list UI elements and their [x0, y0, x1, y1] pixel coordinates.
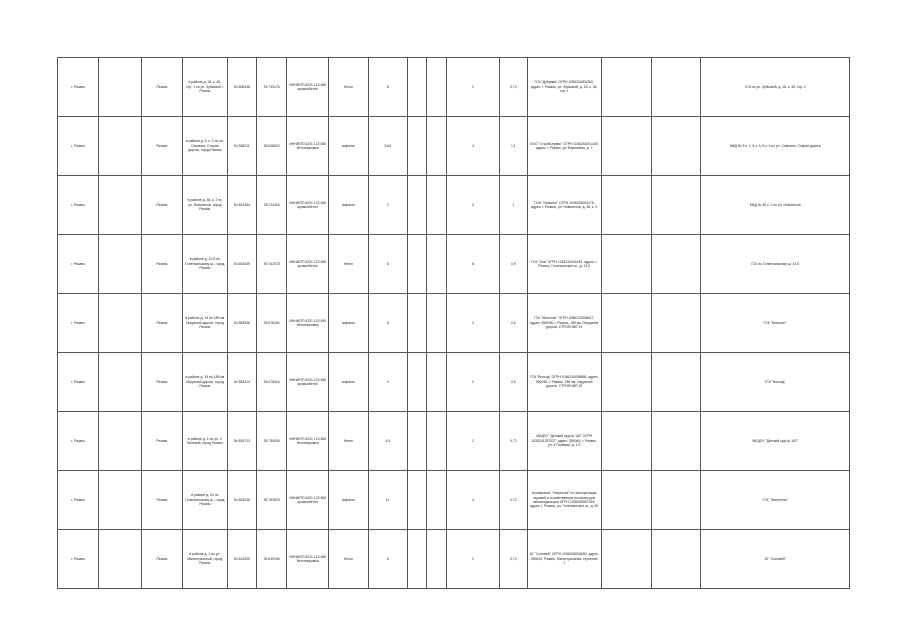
cell-address: в районе д. 5, к. 1 по ул. Семчино, Старая дорога, город Рязань	[183, 117, 228, 176]
cell-empty-c	[426, 176, 446, 235]
cell-owner: ООО "СтройСервис" ОГРН 1106234001449, адрес: г. Рязань, ул. Березовая, д. 7	[527, 117, 601, 176]
cell-latitude: 54.608438	[227, 58, 257, 117]
cell-containers: 2	[447, 530, 500, 589]
cell-area: 2	[368, 176, 407, 235]
cell-owner: ГСК "Монолит" ОГРН 1056234008647, адрес: 390035, г. Рязань, 189 км. Окружной дороги, СТРОЕНИЕ 14	[527, 294, 601, 353]
cell-area: 6	[368, 530, 407, 589]
cell-city: Рязань	[141, 58, 182, 117]
cell-empty-d	[601, 530, 651, 589]
cell-locality: г. Рязань	[58, 117, 99, 176]
cell-empty-e	[651, 235, 701, 294]
cell-registry: ИНН/КПП 6231 123 456 кромкобетон	[286, 235, 328, 294]
cell-surface: бетон	[329, 530, 368, 589]
cell-volume: 1	[500, 176, 528, 235]
cell-locality: г. Рязань	[58, 58, 99, 117]
cell-latitude: 54.613209	[227, 530, 257, 589]
cell-source: МБДОУ "Детский сад № 162"	[701, 412, 850, 471]
cell-latitude: 54.583938	[227, 294, 257, 353]
cell-empty-c	[426, 117, 446, 176]
cell-empty-e	[651, 353, 701, 412]
cell-volume: 0,72	[500, 58, 528, 117]
cell-owner: АГ "Соловей" ОГРН 1036208000650, адрес: 390044, Рязань, Магистральная, строение 1	[527, 530, 601, 589]
cell-empty-b	[407, 58, 426, 117]
cell-empty-c	[426, 471, 446, 530]
cell-registry: ИНН/КПП 6231 123 456 бетонокромка	[286, 117, 328, 176]
cell-address: в районе д. 1 по ул. 4 Полевой, город Рязань	[183, 412, 228, 471]
cell-area: 6	[368, 235, 407, 294]
cell-city: Рязань	[141, 176, 182, 235]
cell-empty-a	[99, 58, 141, 117]
cell-address: в районе д. 36, к. 2 по ул. Новоселов, город Рязань	[183, 176, 228, 235]
cell-locality: г. Рязань	[58, 176, 99, 235]
table-row	[58, 58, 850, 117]
cell-owner: ГСК "Дубрава" ОГРН 1096234004260, адрес: г. Рязань, ул. Зубковой, д. 18, к. 45, стр. 1	[527, 58, 601, 117]
cell-city: Рязань	[141, 117, 182, 176]
cell-source: ГСК "Восход"	[701, 353, 850, 412]
cell-owner: ТСЖ "Новосел" ОГРН 1096234004176, адрес: г. Рязань, ул. Новоселов, д. 36, к. 2	[527, 176, 601, 235]
cell-registry: ИНН/КПП 6231 123 456 кромкобетон	[286, 471, 328, 530]
cell-surface: асфальт	[329, 471, 368, 530]
cell-empty-b	[407, 530, 426, 589]
cell-empty-d	[601, 412, 651, 471]
table-row	[58, 412, 850, 471]
cell-latitude: 54.603449	[227, 235, 257, 294]
cell-containers: 2	[447, 58, 500, 117]
cell-address: в районе д. 13 б по Голенчинскому ш., город Рязань	[183, 235, 228, 294]
cell-empty-c	[426, 353, 446, 412]
cell-containers: 3	[447, 294, 500, 353]
cell-latitude: 54.621464	[227, 176, 257, 235]
cell-empty-a	[99, 530, 141, 589]
cell-containers: 4	[447, 117, 500, 176]
cell-empty-b	[407, 176, 426, 235]
cell-latitude: 54.596211	[227, 117, 257, 176]
cell-locality: г. Рязань	[58, 294, 99, 353]
cell-registry: ИНН/КПП 6231 123 456 бетонокромка	[286, 530, 328, 589]
cell-address: в районе д. 14 по 189 км Окружной дороги, город Рязань	[183, 294, 228, 353]
table-row	[58, 117, 850, 176]
cell-surface: бетон	[329, 235, 368, 294]
cell-locality: г. Рязань	[58, 353, 99, 412]
cell-owner: ГСК "Восход" ОГРН 1056234008658, адрес: 390035, г. Рязань, 189 км. Окружной дороги, СТРОЕНИЕ 15	[527, 353, 601, 412]
cell-empty-a	[99, 294, 141, 353]
cell-address: в районе д. 44 по Голенчинскому ш., город Рязань	[183, 471, 228, 530]
cell-area: 4,5	[368, 412, 407, 471]
cell-address: в районе д. 18, к. 45, стр. 1 по ул. Зубковой г. Рязань	[183, 58, 228, 117]
table-row	[58, 294, 850, 353]
cell-registry: ИНН/КПП 6231 123 456 кромкобетон	[286, 176, 328, 235]
cell-empty-d	[601, 58, 651, 117]
cell-empty-c	[426, 294, 446, 353]
cell-source: ГСК "Монолит"	[701, 294, 850, 353]
cell-surface: асфальт	[329, 294, 368, 353]
cell-empty-a	[99, 471, 141, 530]
cell-empty-e	[651, 294, 701, 353]
cell-surface: асфальт	[329, 176, 368, 235]
cell-volume: 0,6	[500, 294, 528, 353]
cell-volume: 0,72	[500, 530, 528, 589]
cell-empty-b	[407, 471, 426, 530]
cell-area: 8	[368, 58, 407, 117]
cell-volume: 0,72	[500, 412, 528, 471]
cell-empty-e	[651, 530, 701, 589]
cell-volume: 0,9	[500, 235, 528, 294]
cell-source: АГ "Соловей"	[701, 530, 850, 589]
cell-empty-a	[99, 176, 141, 235]
cell-empty-d	[601, 117, 651, 176]
cell-surface: бетон	[329, 412, 368, 471]
cell-empty-c	[426, 530, 446, 589]
cell-city: Рязань	[141, 294, 182, 353]
cell-area: 8	[368, 294, 407, 353]
cell-source: ГСК по ул. Зубковой, д. 18, к. 45, стр. 1	[701, 58, 850, 117]
cell-empty-c	[426, 412, 446, 471]
cell-empty-d	[601, 294, 651, 353]
cell-empty-a	[99, 117, 141, 176]
cell-containers: 2	[447, 353, 500, 412]
cell-containers: 2	[447, 412, 500, 471]
cell-longitude: 39.730536	[257, 412, 287, 471]
cell-volume: 0,5	[500, 353, 528, 412]
cell-empty-e	[651, 412, 701, 471]
cell-area: 4	[368, 353, 407, 412]
cell-latitude: 54.629713	[227, 412, 257, 471]
cell-longitude: 39.678416	[257, 353, 287, 412]
cell-city: Рязань	[141, 412, 182, 471]
table-row	[58, 235, 850, 294]
cell-longitude: 39.742078	[257, 235, 287, 294]
cell-source: МКД № 36 к. 2 по ул. Новоселов	[701, 176, 850, 235]
cell-empty-a	[99, 353, 141, 412]
cell-empty-a	[99, 235, 141, 294]
cell-longitude: 39.676182	[257, 294, 287, 353]
cell-locality: г. Рязань	[58, 235, 99, 294]
cell-empty-d	[601, 176, 651, 235]
data-table	[57, 57, 850, 589]
cell-city: Рязань	[141, 530, 182, 589]
cell-volume: 1,1	[500, 117, 528, 176]
cell-empty-a	[99, 412, 141, 471]
cell-containers: 3	[447, 176, 500, 235]
cell-empty-c	[426, 235, 446, 294]
cell-empty-d	[601, 235, 651, 294]
cell-longitude: 39.649196	[257, 530, 287, 589]
cell-locality: г. Рязань	[58, 530, 99, 589]
cell-empty-b	[407, 117, 426, 176]
cell-source: ГСК "Энергетик"	[701, 471, 850, 530]
cell-empty-e	[651, 117, 701, 176]
cell-empty-e	[651, 58, 701, 117]
cell-empty-e	[651, 471, 701, 530]
cell-latitude: 54.583414	[227, 353, 257, 412]
cell-registry: ИНН/КПП 6231 123 456 кромкобетон	[286, 353, 328, 412]
cell-empty-d	[601, 471, 651, 530]
cell-empty-d	[601, 353, 651, 412]
cell-longitude: 39.730176	[257, 58, 287, 117]
table-row	[58, 353, 850, 412]
cell-longitude: 39.714118	[257, 176, 287, 235]
table-row	[58, 471, 850, 530]
cell-empty-b	[407, 412, 426, 471]
cell-source: ГСК по Голенчинскому ш. 13 б	[701, 235, 850, 294]
cell-containers: 6	[447, 235, 500, 294]
cell-surface: асфальт	[329, 117, 368, 176]
cell-empty-b	[407, 353, 426, 412]
cell-containers: 4	[447, 471, 500, 530]
cell-area: 24/3	[368, 117, 407, 176]
cell-surface: асфальт	[329, 353, 368, 412]
cell-registry: ИНН/КПП 6231 123 456 кромкобетон	[286, 58, 328, 117]
cell-locality: г. Рязань	[58, 412, 99, 471]
cell-registry: ИНН/КПП 6231 123 456 бетонокромка	[286, 412, 328, 471]
cell-owner: ГСК "Ока" ОГРН 1136234004430, адрес: г. Рязань, Голенчинское ш., д. 13 б	[527, 235, 601, 294]
cell-address: в районе д. 15 по 189 км Окружной дороги, город Рязань	[183, 353, 228, 412]
cell-address: в районе д. 1 по ул. Магистральной, город Рязань	[183, 530, 228, 589]
cell-source: МКД № 5 к. 1, 5 к. 3, 5 к. 4 по ул. Семчино, Старая дорога	[701, 117, 850, 176]
cell-surface: бетон	[329, 58, 368, 117]
cell-empty-c	[426, 58, 446, 117]
cell-owner: МБДОУ "Детский сад № 162" ОГРН 1026201257027, адрес: 390046, г. Рязань, ул. 4 Полевая, д. 1 б	[527, 412, 601, 471]
cell-city: Рязань	[141, 471, 182, 530]
cell-owner: Кооператив "Энергетик" по эксплуатации гаражей и хозяйственных построек для автовладельцев ОГРН 1036200667329, адрес: г. Рязань, ул. Голенчинское ш., д. 50	[527, 471, 601, 530]
cell-volume: 0,72	[500, 471, 528, 530]
cell-registry: ИНН/КПП 6231 123 456 бетонокромка	[286, 294, 328, 353]
cell-longitude: 39.628502	[257, 117, 287, 176]
cell-longitude: 39.753929	[257, 471, 287, 530]
cell-locality: г. Рязань	[58, 471, 99, 530]
cell-city: Рязань	[141, 235, 182, 294]
cell-area: 14	[368, 471, 407, 530]
cell-city: Рязань	[141, 353, 182, 412]
cell-empty-b	[407, 235, 426, 294]
table-row	[58, 176, 850, 235]
cell-latitude: 54.604238	[227, 471, 257, 530]
cell-empty-b	[407, 294, 426, 353]
table-row	[58, 530, 850, 589]
cell-empty-e	[651, 176, 701, 235]
